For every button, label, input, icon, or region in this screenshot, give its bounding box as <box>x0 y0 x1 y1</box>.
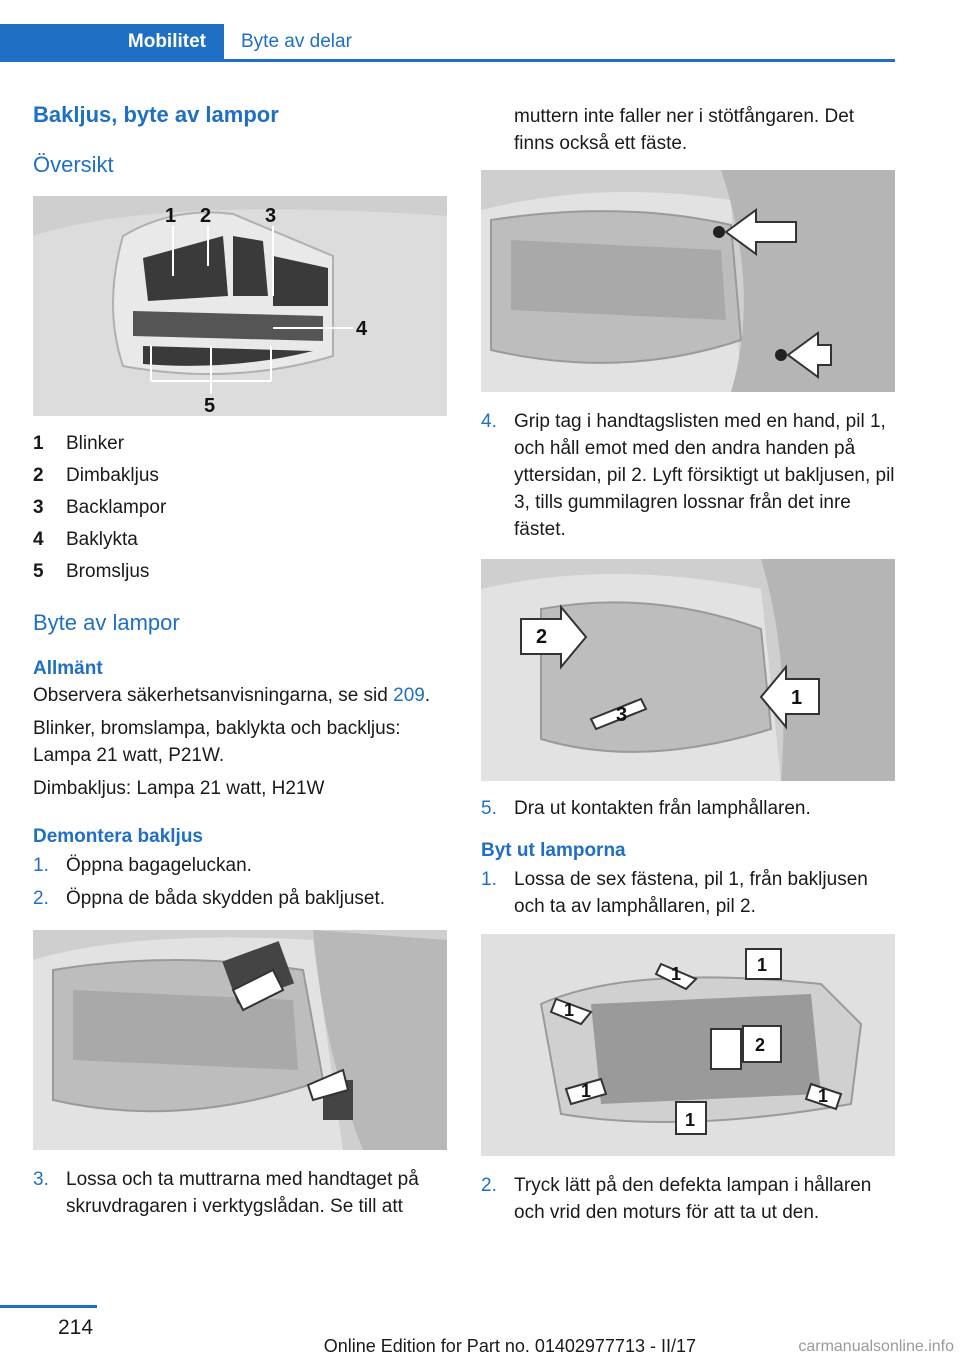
bulb-line-2: Lampa 21 watt, P21W. <box>33 745 225 766</box>
step-text: Lossa de sex fästena, pil 1, från bakljusen och ta av lamphållaren, pil 2. <box>514 869 868 917</box>
footer-rule <box>0 1305 97 1308</box>
fig1-label-2: 2 <box>200 205 212 227</box>
tab-byte-av-delar[interactable]: Byte av delar <box>241 31 352 52</box>
safety-text: Observera säkerhetsanvisningarna, se sid <box>33 685 394 706</box>
steps-list <box>33 852 447 912</box>
left-column <box>33 100 447 1226</box>
safety-end: . <box>424 685 431 706</box>
page-link-209[interactable]: 209 <box>393 685 425 706</box>
fig5-label-1e: 1 <box>685 1110 696 1130</box>
step3-list <box>33 1166 447 1220</box>
continued-text: muttern inte faller ner i stötfångaren. Det finns också ett fäste. <box>514 106 855 154</box>
step-text: Lossa och ta muttrarna med handtaget på skruvdragaren i verktygslådan. Se till att <box>66 1169 419 1217</box>
figure-open-covers <box>33 930 447 1150</box>
fig4-arrow-label-3: 3 <box>616 704 628 726</box>
step-item <box>33 885 447 912</box>
step-num: 5. <box>481 798 497 819</box>
fig1-label-4: 4 <box>356 318 368 340</box>
legend-num: 1 <box>33 433 44 454</box>
legend-num: 2 <box>33 465 44 486</box>
step-num: 2. <box>481 1175 497 1196</box>
tab-mobilitet[interactable]: Mobilitet <box>0 24 224 59</box>
step-text: Grip tag i handtagslisten med en hand, pil 1, och håll emot med den andra handen på yttersidan, pil 2. Lyft försiktigt ut bakljusen, pil 3, tills gummilagren lossnar från det inre fästet. <box>514 411 895 540</box>
legend-item <box>33 524 447 556</box>
watermark: carmanualsonline.info <box>798 1338 954 1355</box>
legend-label: Backlampor <box>66 497 167 518</box>
legend-num: 5 <box>33 561 44 582</box>
legend-label: Bromsljus <box>66 561 150 582</box>
replace-steps <box>481 866 895 920</box>
fig1-label-3: 3 <box>265 205 277 227</box>
fig5-label-1c: 1 <box>564 1000 575 1020</box>
legend-list <box>33 428 447 588</box>
fig1-label-5: 5 <box>204 395 216 416</box>
step-text: Tryck lätt på den defekta lampan i hållaren och vrid den moturs för att ta ut den. <box>514 1175 872 1223</box>
step-text: Öppna de båda skydden på bakljuset. <box>66 888 386 909</box>
legend-label: Baklykta <box>66 529 138 550</box>
step-num: 1. <box>481 869 497 890</box>
fig4-arrow-label-2: 2 <box>536 626 548 648</box>
bulb-paragraph <box>33 715 447 769</box>
step-item <box>481 866 895 920</box>
legend-label: Dimbakljus <box>66 465 159 486</box>
safety-paragraph <box>33 682 447 709</box>
step-num: 4. <box>481 411 497 432</box>
figure-lift-taillight <box>481 559 895 781</box>
legend-item <box>33 428 447 460</box>
fig5-label-1b: 1 <box>757 955 768 975</box>
legend-num: 3 <box>33 497 44 518</box>
step5-list <box>481 795 895 822</box>
replace-step-2 <box>481 1172 895 1226</box>
step-num: 3. <box>33 1169 49 1190</box>
step-item <box>481 795 895 822</box>
fig5-label-1d: 1 <box>581 1081 592 1101</box>
page-header <box>0 24 895 62</box>
legend-num: 4 <box>33 529 44 550</box>
fig4-arrow-label-1: 1 <box>791 687 803 709</box>
legend-item <box>33 556 447 588</box>
step-num: 2. <box>33 888 49 909</box>
figure-lamp-holder <box>481 934 895 1156</box>
page-number: 214 <box>58 1316 94 1339</box>
overview-heading: Översikt <box>33 152 114 177</box>
legend-label: Blinker <box>66 433 125 454</box>
step-text: Öppna bagageluckan. <box>66 855 252 876</box>
step-item <box>33 852 447 879</box>
step-text: Dra ut kontakten från lamphållaren. <box>514 798 811 819</box>
fog-paragraph: Dimbakljus: Lampa 21 watt, H21W <box>33 778 325 799</box>
figure-nuts <box>481 170 895 392</box>
step4-list <box>481 408 895 543</box>
step-item <box>481 1172 895 1226</box>
fig5-label-2: 2 <box>755 1035 766 1055</box>
step-num: 1. <box>33 855 49 876</box>
byt-ut-heading: Byt ut lamporna <box>481 840 626 861</box>
edition-text: Online Edition for Part no. 01402977713 - II/17 <box>323 1336 696 1356</box>
figure-taillight-overview <box>33 196 447 416</box>
bulb-line-1: Blinker, bromslampa, baklykta och backljus: <box>33 718 401 739</box>
fig1-label-1: 1 <box>165 205 177 227</box>
fig5-label-1f: 1 <box>818 1086 829 1106</box>
demontera-heading: Demontera bakljus <box>33 826 203 847</box>
step-item <box>481 408 895 543</box>
legend-item <box>33 492 447 524</box>
right-column <box>481 103 895 1232</box>
allmant-heading: Allmänt <box>33 658 103 679</box>
legend-item <box>33 460 447 492</box>
fig5-label-1a: 1 <box>671 964 682 984</box>
step-item <box>33 1166 447 1220</box>
section-title: Bakljus, byte av lampor <box>33 102 279 127</box>
byte-heading: Byte av lampor <box>33 610 180 635</box>
